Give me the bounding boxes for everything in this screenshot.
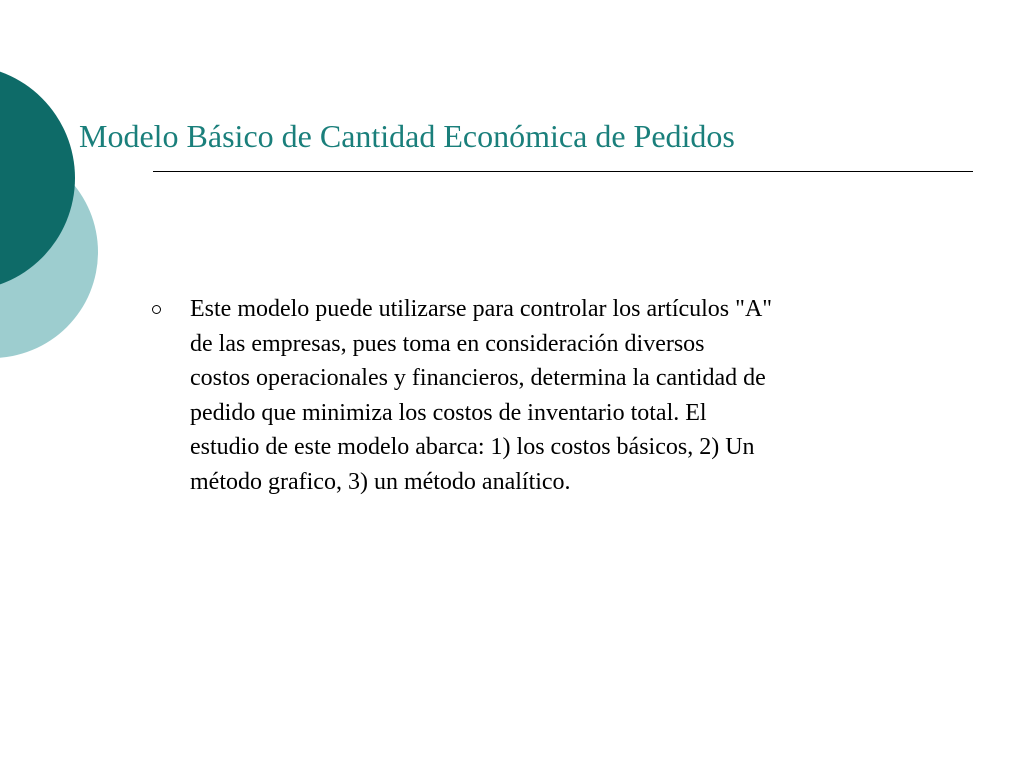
bullet-item (152, 292, 952, 499)
bullet-text-line: método grafico, 3) un método analítico. (190, 468, 571, 495)
bullet-list (152, 292, 952, 499)
bullet-text-line: costos operacionales y financieros, determina la cantidad de (190, 365, 766, 391)
bullet-text-line: estudio de este modelo abarca: 1) los costos básicos, 2) Un (190, 434, 755, 460)
bullet-text-line: Este modelo puede utilizarse para controlar los artículos "A" (190, 296, 773, 322)
slide-title: Modelo Básico de Cantidad Económica de Pedidos (79, 118, 735, 154)
title-underline (153, 171, 973, 172)
hollow-circle-icon (152, 305, 161, 314)
decorative-circles (0, 0, 110, 400)
bullet-text-line: de las empresas, pues toma en consideración diversos (190, 330, 705, 357)
bullet-text-line: pedido que minimiza los costos de inventario total. El (190, 399, 707, 426)
